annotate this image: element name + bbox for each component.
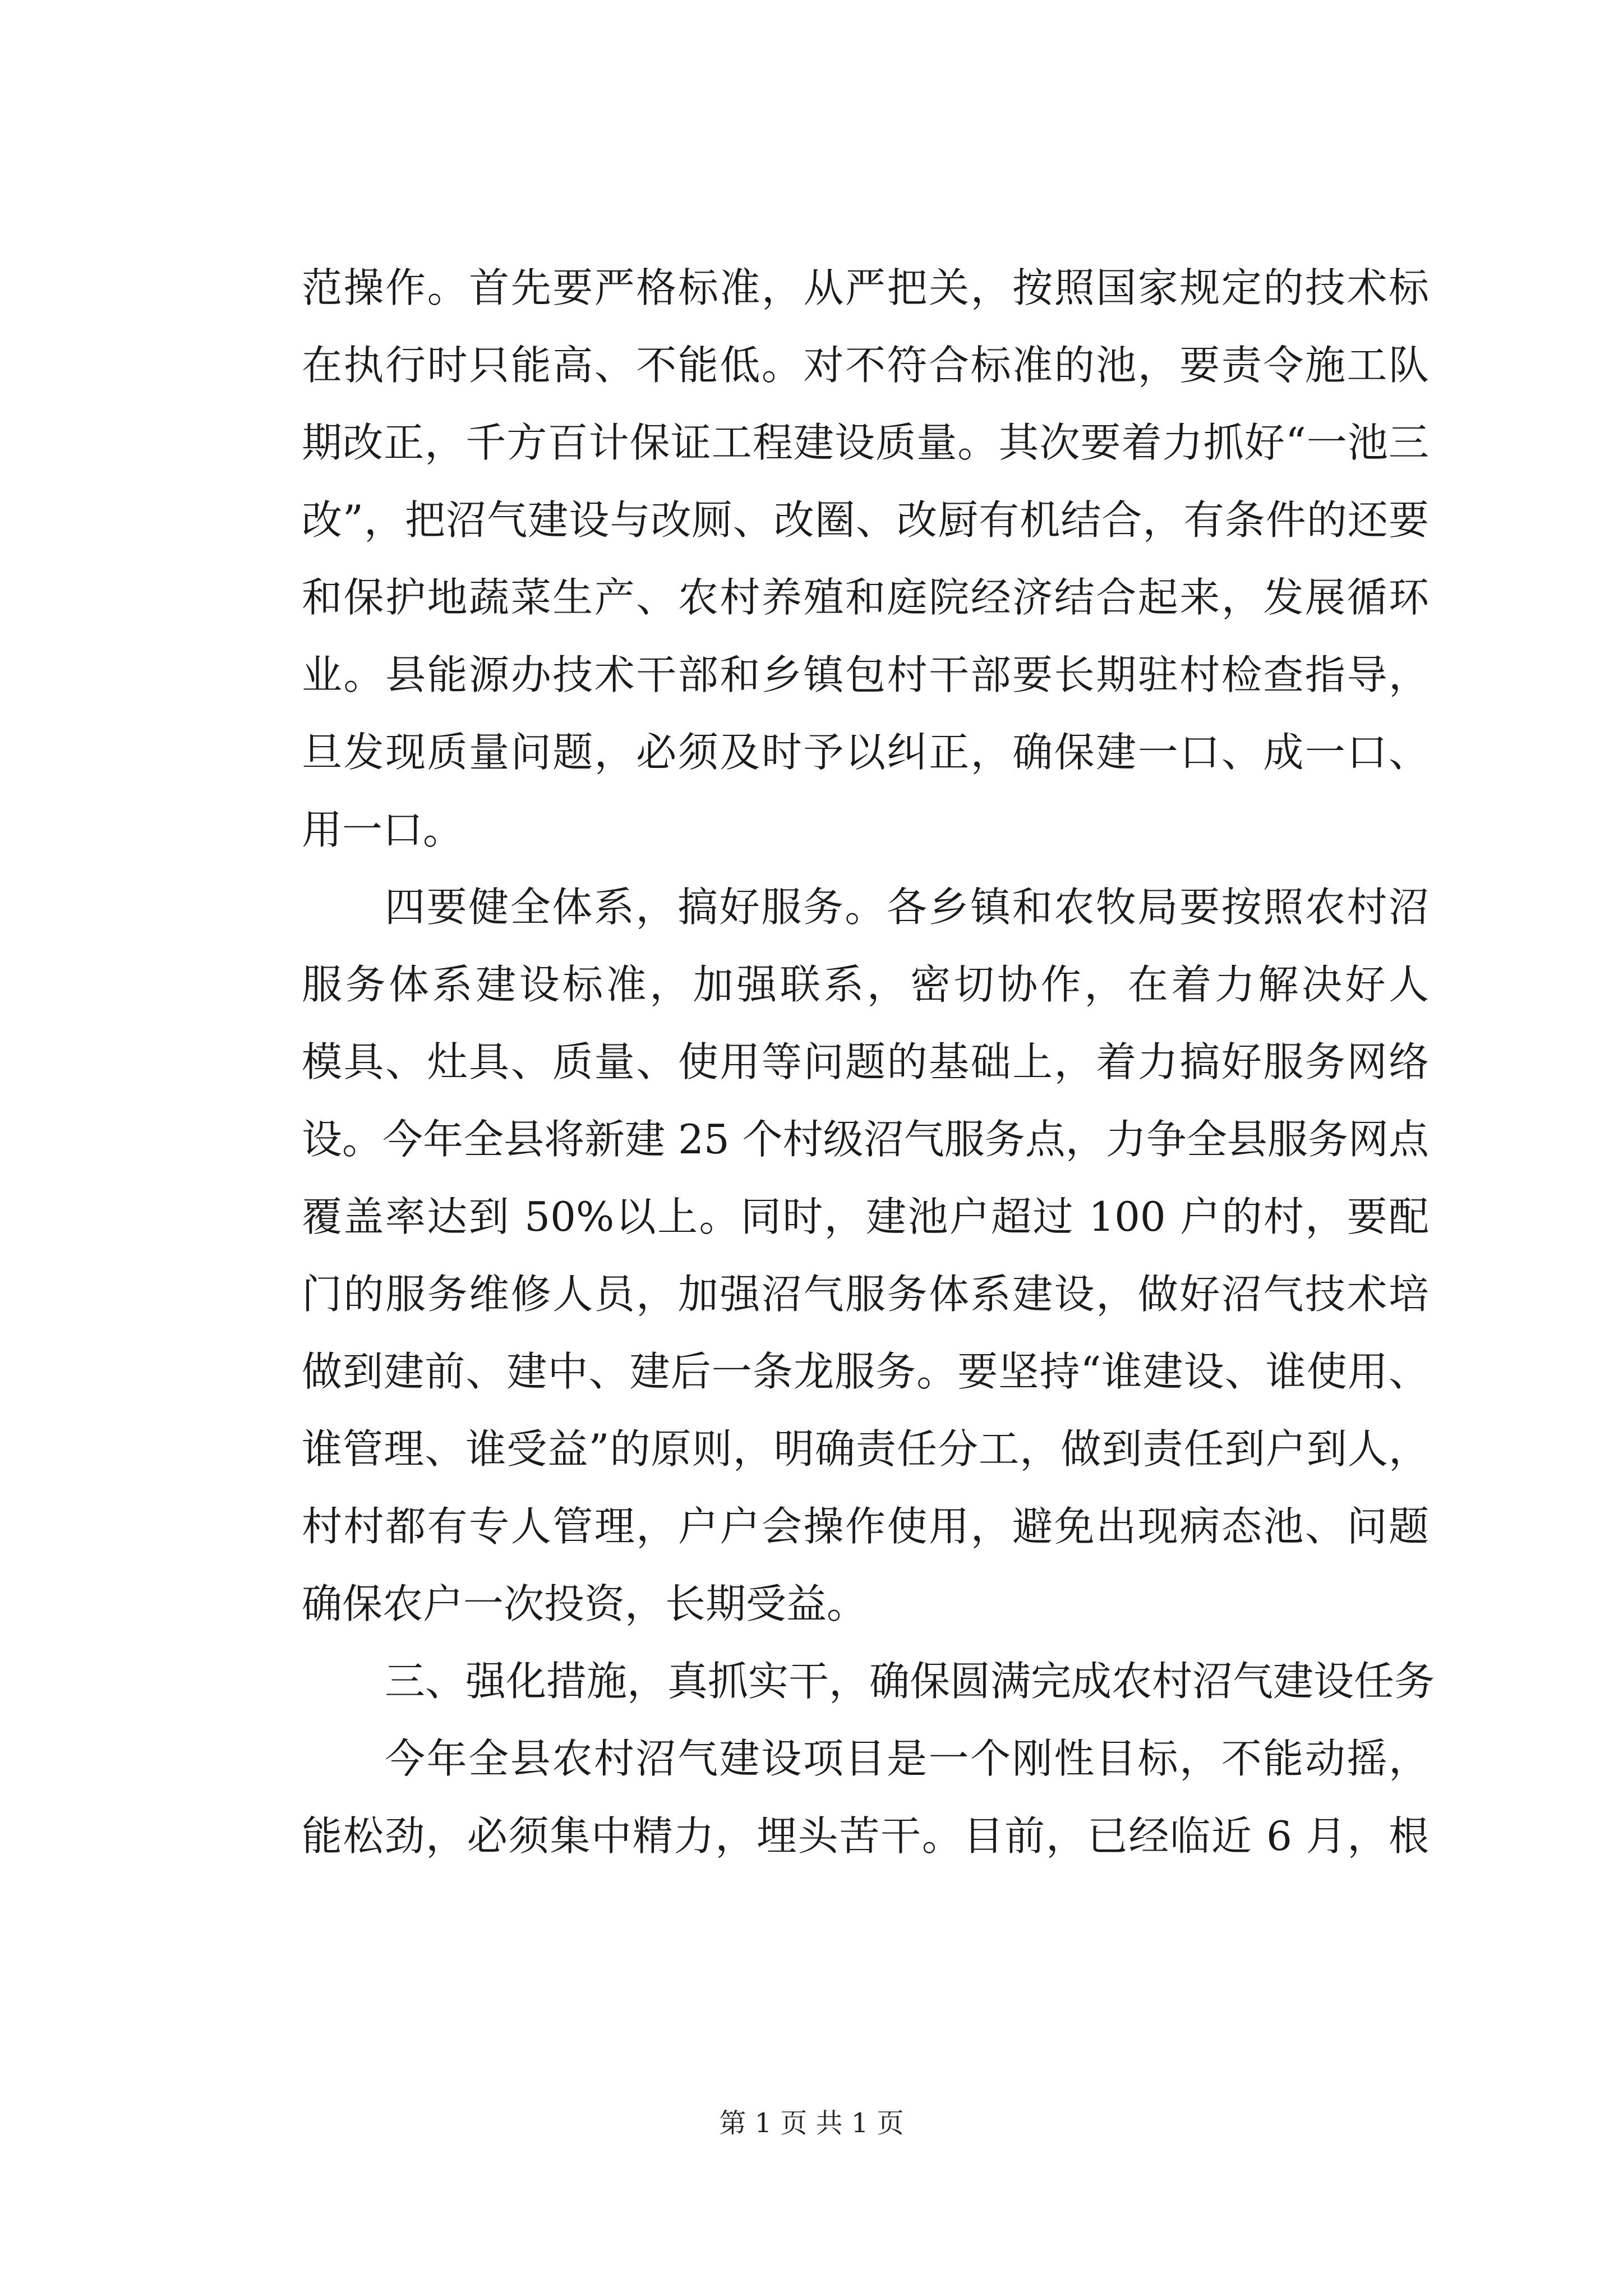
text-line: 谁管理、谁受益”的原则，明确责任分工，做到责任到户到人，: [302, 1425, 1429, 1473]
paragraph-first-line: 今年全县农村沼气建设项目是一个刚性目标，不能动摇，: [385, 1735, 1429, 1782]
text-line: 和保护地蔬菜生产、农村养殖和庭院经济结合起来，发展循环: [302, 574, 1429, 621]
section-heading: 三、强化措施，真抓实干，确保圆满完成农村沼气建设任务: [385, 1658, 1435, 1705]
text-line: 村村都有专人管理，户户会操作使用，避免出现病态池、问题: [302, 1503, 1429, 1550]
page-footer: 第 1 页 共 1 页: [719, 2108, 904, 2139]
text-line: 服务体系建设标准，加强联系，密切协作，在着力解决好人: [302, 961, 1429, 1008]
text-line: 改”，把沼气建设与改厕、改圈、改厨有机结合，有条件的还要: [302, 496, 1429, 544]
text-line: 做到建前、建中、建后一条龙服务。要坚持“谁建设、谁使用、: [302, 1348, 1429, 1395]
text-line: 能松劲，必须集中精力，埋头苦干。目前，已经临近 6 月，根: [302, 1812, 1429, 1860]
text-line: 确保农户一次投资，长期受益。: [302, 1580, 868, 1627]
text-line: 设。今年全县将新建 25 个村级沼气服务点，力争全县服务网点: [302, 1116, 1429, 1163]
document-body: [302, 261, 1435, 1862]
text-line: 期改正，千方百计保证工程建设质量。其次要着力抓好“一池三: [302, 419, 1429, 466]
paragraph-first-line: 四要健全体系，搞好服务。各乡镇和农牧局要按照农村沼: [385, 884, 1429, 931]
text-line: 旦发现质量问题，必须及时予以纠正，确保建一口、成一口、: [302, 729, 1429, 776]
text-line: 门的服务维修人员，加强沼气服务体系建设，做好沼气技术培: [302, 1271, 1429, 1318]
text-line: 范操作。首先要严格标准，从严把关，按照国家规定的技术标: [302, 264, 1429, 311]
text-line: 在执行时只能高、不能低。对不符合标准的池，要责令施工队: [302, 342, 1429, 389]
text-line: 用一口。: [302, 806, 464, 853]
text-line: 业。县能源办技术干部和乡镇包村干部要长期驻村检查指导，: [302, 651, 1429, 698]
text-line: 模具、灶具、质量、使用等问题的基础上，着力搞好服务网络: [302, 1038, 1429, 1085]
text-line: 覆盖率达到 50%以上。同时，建池户超过 100 户的村，要配: [302, 1193, 1429, 1240]
